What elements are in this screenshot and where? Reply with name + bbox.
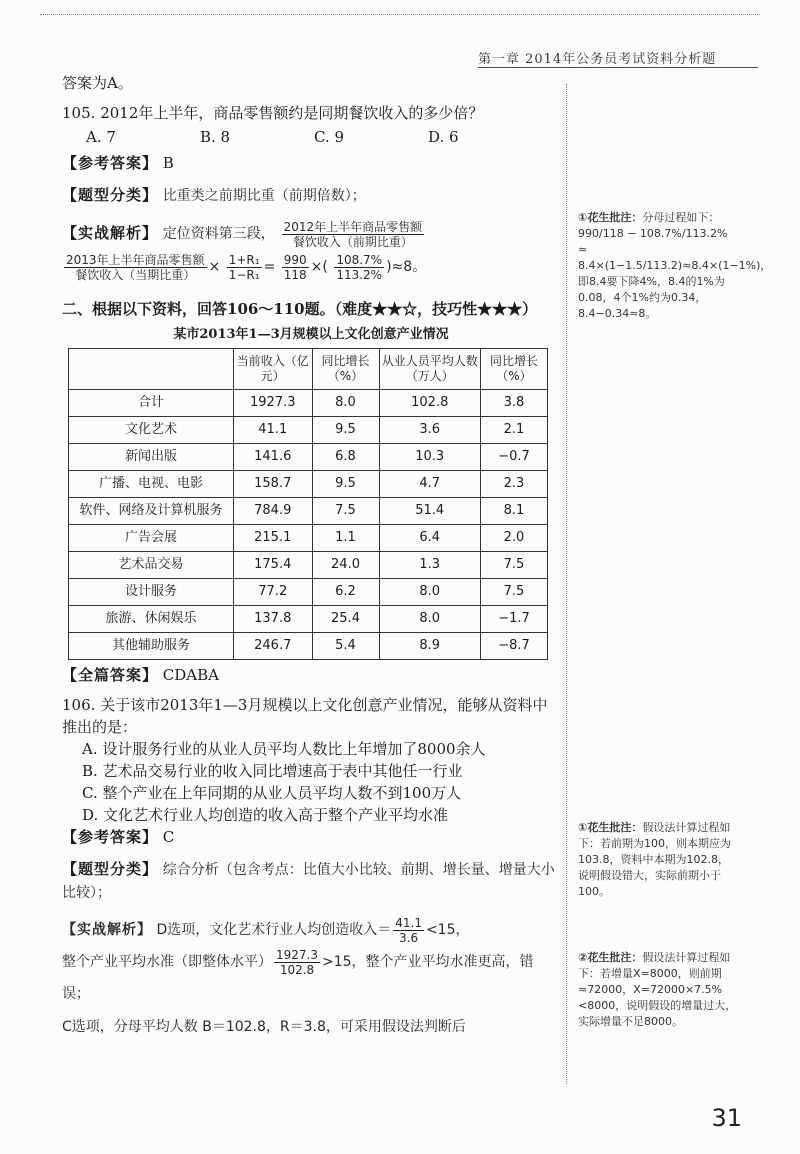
- side-note-3-label: ②花生批注：: [578, 951, 643, 964]
- table-cell: 8.0: [379, 606, 480, 633]
- table-row: [69, 390, 548, 417]
- q105-number: 105.: [62, 104, 96, 122]
- q106-answer: C: [162, 828, 175, 846]
- q106-analysis-a: D选项，文化艺术行业人均创造收入＝: [156, 922, 392, 938]
- table-cell: 24.0: [312, 552, 379, 579]
- table-cell: 77.2: [234, 579, 313, 606]
- side-note-2-text: 假设法计算过程如下：若前期为100，则本期应为103.8，资料中本期为102.8，说明假设错大，实际前期小于100。: [578, 821, 731, 898]
- q105-option-c: C. 9: [314, 128, 345, 146]
- table-cell: 784.9: [234, 498, 313, 525]
- top-rule: [40, 14, 760, 15]
- q105-frac5: $\frac{108.7\%}{113.2\%}$: [336, 252, 383, 282]
- question-105: 105. 2012年上半年，商品零售额约是同期餐饮收入的多少倍？ A. 7 B. 8 C. 9 D. 6 【参考答案】 B 【题型分类】 比重类之前期比重（前期倍数）； 【实战解析】 定位资料第三段， $\frac{\text{2012年上半年商品零售额}}{\text{餐饮收入（前期比重）}}$ $\frac{\text{2013年上半年商品零售额}}{\text{餐饮收入（当期比重）}}$ × $\frac{\text{1+R₁}}{\text{1−R₁}}$ = $\frac{990}{118}$ ×( $\frac{108.7\%}{113.2\%}$ )≈8。: [62, 102, 560, 284]
- q106-stem: 关于该市2013年1—3月规模以上文化创意产业情况，能够从资料中推出的是：: [62, 696, 548, 736]
- table-cell: 1.1: [312, 525, 379, 552]
- table-cell: 6.2: [312, 579, 379, 606]
- q106-type: 综合分析（包含考点：比值大小比较、前期、增长量、增量大小比较）；: [62, 862, 555, 901]
- table-cell: −0.7: [480, 444, 547, 471]
- table-row: [69, 579, 548, 606]
- running-header: 第一章 2014年公务员考试资料分析题: [478, 52, 717, 67]
- table-cell: 8.9: [379, 633, 480, 660]
- col-header: 同比增长（%）: [312, 349, 379, 390]
- table-cell: 3.8: [480, 390, 547, 417]
- table-cell: 2.1: [480, 417, 547, 444]
- side-note-1-label: ①花生批注：: [578, 211, 643, 224]
- side-note-3-text: 假设法计算过程如下：若增量X=8000，则前期≈72000，X=72000×7.5%<8000，说明假设的增量过大，实际增量不足8000。: [578, 951, 737, 1028]
- table-cell: 8.0: [312, 390, 379, 417]
- table-cell: 7.5: [312, 498, 379, 525]
- side-note-2-label: ①花生批注：: [578, 821, 643, 834]
- q105-frac2: $\frac{\text{2013年上半年商品零售额}}{\text{餐饮收入（当期比重）}}$: [66, 252, 205, 282]
- q106-option-a: A. 设计服务行业的从业人员平均人数比上年增加了8000余人: [82, 740, 486, 758]
- side-note-3: [578, 950, 738, 1030]
- col-header: 从业人员平均人数（万人）: [379, 349, 480, 390]
- carry-line: 答案为A。: [62, 74, 133, 92]
- q105-options: [62, 126, 560, 148]
- table-cell: 175.4: [234, 552, 313, 579]
- q106-answer-label: 【参考答案】: [62, 828, 159, 846]
- table-cell: 7.5: [480, 579, 547, 606]
- question-106: [62, 694, 560, 1038]
- q105-option-b: B. 8: [200, 128, 231, 146]
- table-cell: 158.7: [234, 471, 313, 498]
- row-label-cell: 合计: [69, 390, 234, 417]
- table-cell: 25.4: [312, 606, 379, 633]
- q105-type: 比重类之前期比重（前期倍数）；: [162, 188, 366, 204]
- table-cell: 7.5: [480, 552, 547, 579]
- table-cell: 1.3: [379, 552, 480, 579]
- data-table: [68, 348, 548, 660]
- col-header: [69, 349, 234, 390]
- q105-analysis-label: 【实战解析】: [62, 224, 159, 242]
- full-answer-label: 【全篇答案】: [62, 666, 159, 684]
- page-number: 31: [711, 1104, 742, 1132]
- table-cell: 9.5: [312, 417, 379, 444]
- main-column: [62, 72, 560, 1038]
- table-cell: 9.5: [312, 471, 379, 498]
- table-header-row: [69, 349, 548, 390]
- side-note-2: [578, 820, 738, 900]
- table-cell: −8.7: [480, 633, 547, 660]
- table-cell: 41.1: [234, 417, 313, 444]
- table-row: [69, 498, 548, 525]
- q105-frac4: $\frac{990}{118}$: [283, 252, 307, 282]
- table-row: [69, 606, 548, 633]
- q105-answer-label: 【参考答案】: [62, 154, 159, 172]
- table-cell: 2.0: [480, 525, 547, 552]
- table-row: [69, 552, 548, 579]
- q105-option-d: D. 6: [428, 128, 459, 146]
- table-cell: 6.4: [379, 525, 480, 552]
- q105-stem: 2012年上半年，商品零售额约是同期餐饮收入的多少倍？: [100, 104, 484, 122]
- q106-analysis-c: 整个产业平均水准（即整体水平）: [62, 954, 272, 970]
- q105-result: )≈8。: [386, 259, 427, 275]
- table-row: [69, 444, 548, 471]
- q106-analysis-label: 【实战解析】: [62, 922, 152, 938]
- table-cell: −1.7: [480, 606, 547, 633]
- table-cell: 3.6: [379, 417, 480, 444]
- table-cell: 10.3: [379, 444, 480, 471]
- table-cell: 141.6: [234, 444, 313, 471]
- table-cell: 6.8: [312, 444, 379, 471]
- side-note-1: [578, 210, 772, 322]
- q106-fracB: $\frac{1927.3}{102.8}$: [276, 947, 318, 977]
- q106-analysis-b: <15，: [425, 922, 470, 938]
- row-label-cell: 旅游、休闲娱乐: [69, 606, 234, 633]
- q106-fracA: $\frac{41.1}{3.6}$: [395, 915, 422, 945]
- table-cell: 246.7: [234, 633, 313, 660]
- side-note-1-text: 分母过程如下：990/118 − 108.7%/113.2% ≈ 8.4×(1−1.5/113.2)≈8.4×(1−1%)，即8.4要下降4%，8.4的1%为0.08，4个1%约为0.34，8.4−0.34≈8。: [578, 211, 772, 320]
- table-cell: 102.8: [379, 390, 480, 417]
- q105-analysis-lead: 定位资料第三段，: [162, 226, 275, 242]
- q105-answer: B: [162, 154, 174, 172]
- row-label-cell: 软件、网络及计算机服务: [69, 498, 234, 525]
- table-cell: 2.3: [480, 471, 547, 498]
- row-label-cell: 其他辅助服务: [69, 633, 234, 660]
- row-label-cell: 艺术品交易: [69, 552, 234, 579]
- table-caption: 某市2013年1—3月规模以上文化创意产业情况: [173, 327, 449, 342]
- full-answer: CDABA: [162, 666, 219, 684]
- col-header: 当前收入（亿元）: [234, 349, 313, 390]
- q106-option-c: C. 整个产业在上年同期的从业人员平均人数不到100万人: [82, 784, 462, 802]
- row-label-cell: 广告会展: [69, 525, 234, 552]
- section2-title: 二、根据以下资料，回答106～110题。（难度★★☆，技巧性★★★）: [62, 300, 538, 318]
- table-cell: 4.7: [379, 471, 480, 498]
- table-cell: 137.8: [234, 606, 313, 633]
- table-row: [69, 525, 548, 552]
- q106-analysis-d: >15，整个产业平均水准更高，错误；: [62, 954, 534, 1002]
- q106-option-b: B. 艺术品交易行业的收入同比增速高于表中其他任一行业: [82, 762, 463, 780]
- q106-option-d: D. 文化艺术行业人均创造的收入高于整个产业平均水准: [82, 806, 449, 824]
- header-rule: [478, 67, 758, 68]
- q105-frac1: $\frac{\text{2012年上半年商品零售额}}{\text{餐饮收入（前期比重）}}$: [283, 219, 423, 249]
- table-cell: 8.1: [480, 498, 547, 525]
- table-row: [69, 471, 548, 498]
- q105-frac3: $\frac{\text{1+R₁}}{\text{1−R₁}}$: [228, 252, 260, 282]
- row-label-cell: 文化艺术: [69, 417, 234, 444]
- table-cell: 1927.3: [234, 390, 313, 417]
- table-cell: 5.4: [312, 633, 379, 660]
- q106-number: 106.: [62, 696, 96, 714]
- table-row: [69, 633, 548, 660]
- table-cell: 51.4: [379, 498, 480, 525]
- q105-option-a: A. 7: [86, 128, 116, 146]
- row-label-cell: 广播、电视、电影: [69, 471, 234, 498]
- table-cell: 215.1: [234, 525, 313, 552]
- table-body: [69, 390, 548, 660]
- q105-type-label: 【题型分类】: [62, 186, 159, 204]
- table-row: [69, 417, 548, 444]
- q106-analysis-e: C选项，分母平均人数 B＝102.8，R＝3.8，可采用假设法判断后: [62, 1019, 466, 1035]
- row-label-cell: 设计服务: [69, 579, 234, 606]
- side-divider: [566, 84, 567, 1084]
- table-cell: 8.0: [379, 579, 480, 606]
- col-header: 同比增长（%）: [480, 349, 547, 390]
- row-label-cell: 新闻出版: [69, 444, 234, 471]
- q106-type-label: 【题型分类】: [62, 860, 159, 878]
